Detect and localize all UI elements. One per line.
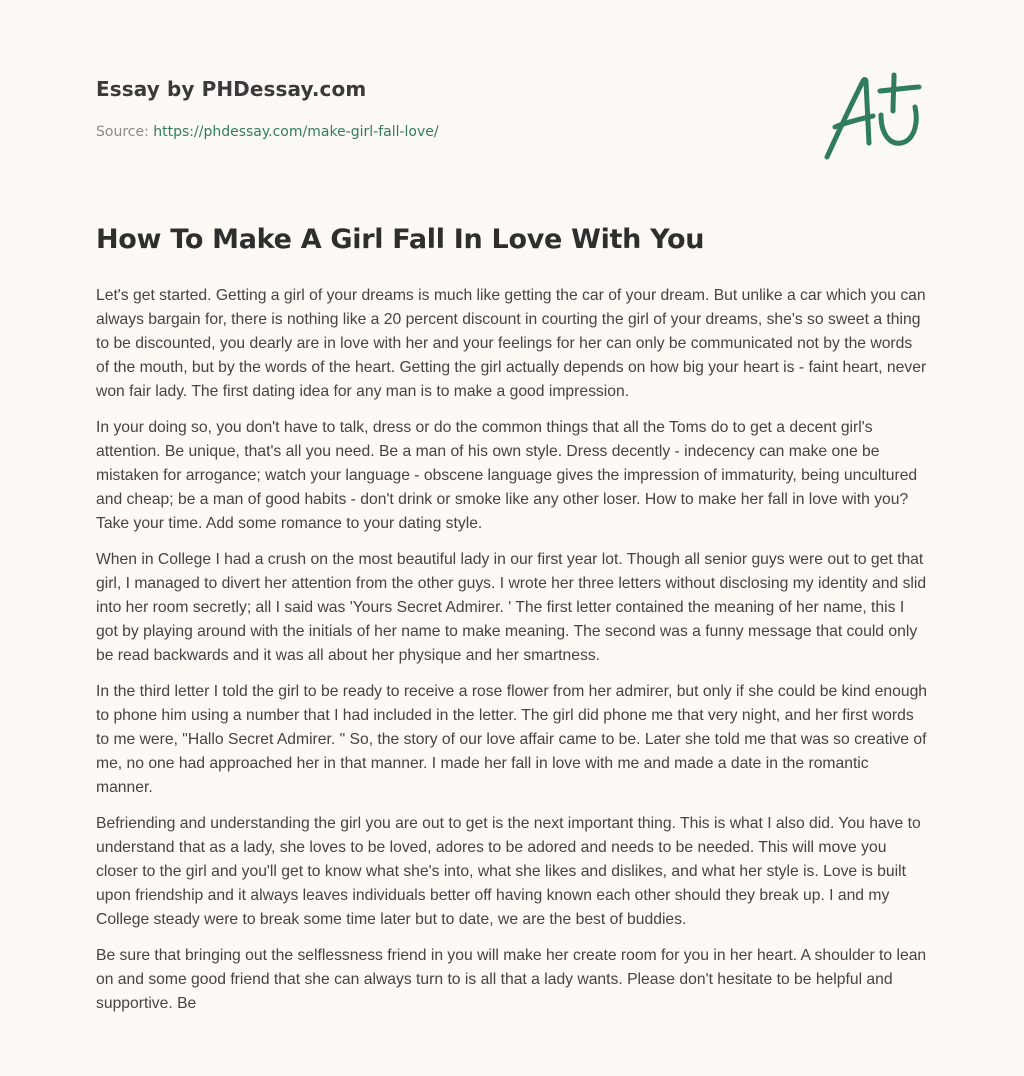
essay-paragraph: In your doing so, you don't have to talk, dress or do the common things that all the Toms do to get a decent girl's attention. Be unique, that's all you need. Be a man of his own style. Dress decently - indecency can make one be mistaken for arrogance; watch your language - obscene language gives the impression of immaturity, being uncultured and cheap; be a man of good habits - don't drink or smoke like any other loser. How to make her fall in love with you? Take your time. Add some romance to your dating style. bbox=[96, 419, 918, 532]
essay-paragraph: In the third letter I told the girl to be ready to receive a rose flower from her admirer, but only if she could be kind enough to phone him using a number that I had included in the letter. The girl did phone me that very night, and her first words to me were, "Hallo Secret Admirer. " So, the story of our love affair came to be. Later she told me that was so creative of me, no one had approached her in that manner. I made her fall in love with me and made a date in the romantic manner. bbox=[96, 683, 928, 796]
essay-paragraph: Let's get started. Getting a girl of your dreams is much like getting the car of your dream. But unlike a car which you can always bargain for, there is nothing like a 20 percent discount in courting the girl of your dreams, she's so sweet a thing to be discounted, you dearly are in love with her and your feelings for her can only be communicated not by the words of the mouth, but by the words of the heart. Getting the girl actually depends on how big your heart is - faint heart, never won fair lady. The first dating idea for any man is to make a good impression. bbox=[96, 287, 927, 400]
essay-paragraph: Befriending and understanding the girl you are out to get is the next important thing. This is what I also did. You have to understand that as a lady, she loves to be loved, adores to be adored and needs to be needed. This will move you closer to the girl and you'll get to know what she's into, what she likes and dislikes, and what her style is. Love is built upon friendship and it always leaves individuals better off having known each other should they break up. I and my College steady were to break some time later but to date, we are the best of buddies. bbox=[96, 815, 921, 928]
essay-title: How To Make A Girl Fall In Love With You bbox=[96, 224, 705, 255]
essay-body bbox=[96, 284, 928, 1028]
essay-page bbox=[96, 0, 930, 1012]
page-header bbox=[96, 0, 930, 200]
source-line bbox=[96, 124, 439, 140]
source-link[interactable]: https://phdessay.com/make-girl-fall-love/ bbox=[153, 124, 439, 140]
a-plus-grade-logo-icon bbox=[823, 69, 925, 163]
essay-paragraph: When in College I had a crush on the most beautiful lady in our first year lot. Though all senior guys were out to get that girl, I managed to divert her attention from the other guys. I wrote her three letters without disclosing my identity and slid into her room secretly; all I said was 'Yours Secret Admirer. ' The first letter contained the meaning of her name, this I got by playing around with the initials of her name to make meaning. The second was a funny message that could only be read backwards and it was all about her physique and her smartness. bbox=[96, 551, 927, 664]
brand-title: Essay by PHDessay.com bbox=[96, 77, 367, 101]
source-label: Source: bbox=[96, 124, 149, 140]
essay-paragraph: Be sure that bringing out the selflessness friend in you will make her create room for you in her heart. A shoulder to lean on and some good friend that she can always turn to is all that a lady wants. Please don't hesitate to be helpful and supportive. Be bbox=[96, 947, 927, 1012]
